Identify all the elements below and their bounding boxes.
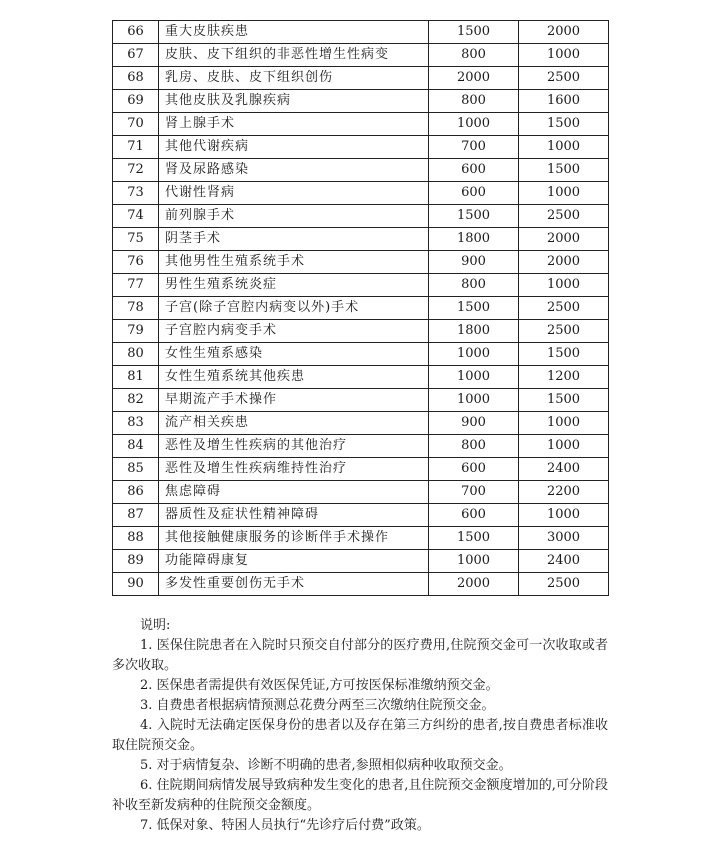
row-number: 66	[113, 21, 159, 44]
disease-name: 其他代谢疾病	[159, 136, 429, 159]
fee-value-b: 1000	[519, 44, 609, 67]
table-row	[113, 90, 609, 113]
table-row	[113, 458, 609, 481]
fee-value-b: 2500	[519, 205, 609, 228]
table-row	[113, 343, 609, 366]
notes-section	[112, 616, 608, 836]
notes-heading: 说明:	[140, 618, 171, 633]
row-number: 67	[113, 44, 159, 67]
row-number: 68	[113, 67, 159, 90]
table-row	[113, 504, 609, 527]
disease-name: 恶性及增生性疾病维持性治疗	[159, 458, 429, 481]
row-number: 87	[113, 504, 159, 527]
table-row	[113, 435, 609, 458]
fee-value-a: 1000	[429, 113, 519, 136]
fee-value-a: 1500	[429, 527, 519, 550]
disease-name: 子宫腔内病变手术	[159, 320, 429, 343]
fee-table-container	[112, 20, 608, 596]
fee-value-a: 1800	[429, 320, 519, 343]
disease-name: 其他男性生殖系统手术	[159, 251, 429, 274]
fee-value-b: 1000	[519, 274, 609, 297]
table-row	[113, 550, 609, 573]
disease-name: 其他接触健康服务的诊断伴手术操作	[159, 527, 429, 550]
fee-value-b: 1000	[519, 504, 609, 527]
fee-value-b: 2500	[519, 297, 609, 320]
note-item: 3. 自费患者根据病情预测总花费分两至三次缴纳住院预交金。	[140, 698, 495, 713]
row-number: 75	[113, 228, 159, 251]
fee-value-a: 1500	[429, 205, 519, 228]
disease-name: 流产相关疾患	[159, 412, 429, 435]
disease-name: 恶性及增生性疾病的其他治疗	[159, 435, 429, 458]
fee-value-a: 800	[429, 44, 519, 67]
disease-name: 前列腺手术	[159, 205, 429, 228]
table-row	[113, 481, 609, 504]
fee-value-a: 1000	[429, 550, 519, 573]
note-item: 4. 入院时无法确定医保身份的患者以及存在第三方纠纷的患者,按自费患者标准收取住院预交金。	[112, 718, 608, 753]
note-item: 6. 住院期间病情发展导致病种发生变化的患者,且住院预交金额度增加的,可分阶段补收至新发病种的住院预交金额度。	[112, 778, 608, 813]
row-number: 71	[113, 136, 159, 159]
fee-value-a: 1800	[429, 228, 519, 251]
note-item: 7. 低保对象、特困人员执行“先诊疗后付费”政策。	[140, 818, 430, 833]
note-item: 5. 对于病情复杂、诊断不明确的患者,参照相似病种收取预交金。	[140, 758, 512, 773]
row-number: 69	[113, 90, 159, 113]
table-row	[113, 251, 609, 274]
disease-name: 阴茎手术	[159, 228, 429, 251]
fee-value-a: 600	[429, 504, 519, 527]
fee-value-b: 1500	[519, 113, 609, 136]
fee-value-a: 1500	[429, 21, 519, 44]
fee-value-b: 3000	[519, 527, 609, 550]
disease-name: 子宫(除子宫腔内病变以外)手术	[159, 297, 429, 320]
table-row	[113, 113, 609, 136]
row-number: 83	[113, 412, 159, 435]
fee-value-a: 1000	[429, 389, 519, 412]
disease-name: 女性生殖系感染	[159, 343, 429, 366]
fee-value-b: 2500	[519, 320, 609, 343]
fee-value-b: 1600	[519, 90, 609, 113]
fee-value-b: 1500	[519, 343, 609, 366]
fee-value-a: 2000	[429, 573, 519, 596]
fee-value-b: 2400	[519, 458, 609, 481]
fee-value-b: 2500	[519, 573, 609, 596]
row-number: 77	[113, 274, 159, 297]
disease-name: 肾及尿路感染	[159, 159, 429, 182]
fee-value-b: 2000	[519, 251, 609, 274]
fee-value-b: 1200	[519, 366, 609, 389]
row-number: 78	[113, 297, 159, 320]
disease-name: 肾上腺手术	[159, 113, 429, 136]
disease-name: 男性生殖系统炎症	[159, 274, 429, 297]
row-number: 74	[113, 205, 159, 228]
disease-name: 其他皮肤及乳腺疾病	[159, 90, 429, 113]
table-row	[113, 136, 609, 159]
row-number: 72	[113, 159, 159, 182]
notes-list	[112, 636, 608, 836]
fee-table-body	[113, 21, 609, 596]
table-row	[113, 228, 609, 251]
row-number: 82	[113, 389, 159, 412]
disease-name: 皮肤、皮下组织的非恶性增生性病变	[159, 44, 429, 67]
row-number: 81	[113, 366, 159, 389]
fee-value-a: 2000	[429, 67, 519, 90]
table-row	[113, 527, 609, 550]
table-row	[113, 389, 609, 412]
fee-value-b: 1000	[519, 182, 609, 205]
row-number: 85	[113, 458, 159, 481]
row-number: 89	[113, 550, 159, 573]
row-number: 86	[113, 481, 159, 504]
disease-name: 焦虑障碍	[159, 481, 429, 504]
fee-value-a: 1000	[429, 366, 519, 389]
fee-value-a: 600	[429, 159, 519, 182]
table-row	[113, 159, 609, 182]
row-number: 73	[113, 182, 159, 205]
table-row	[113, 366, 609, 389]
table-row	[113, 67, 609, 90]
fee-value-a: 900	[429, 412, 519, 435]
table-row	[113, 320, 609, 343]
table-row	[113, 182, 609, 205]
fee-value-b: 1500	[519, 389, 609, 412]
row-number: 88	[113, 527, 159, 550]
disease-name: 早期流产手术操作	[159, 389, 429, 412]
fee-value-a: 700	[429, 136, 519, 159]
row-number: 84	[113, 435, 159, 458]
fee-value-b: 2500	[519, 67, 609, 90]
table-row	[113, 412, 609, 435]
fee-value-b: 1500	[519, 159, 609, 182]
note-item: 1. 医保住院患者在入院时只预交自付部分的医疗费用,住院预交金可一次收取或者多次收取。	[112, 638, 608, 673]
fee-value-b: 1000	[519, 412, 609, 435]
row-number: 70	[113, 113, 159, 136]
fee-value-a: 600	[429, 182, 519, 205]
fee-value-a: 800	[429, 90, 519, 113]
row-number: 79	[113, 320, 159, 343]
disease-name: 重大皮肤疾患	[159, 21, 429, 44]
fee-value-a: 800	[429, 435, 519, 458]
disease-name: 器质性及症状性精神障碍	[159, 504, 429, 527]
note-item: 2. 医保患者需提供有效医保凭证,方可按医保标准缴纳预交金。	[140, 678, 499, 693]
fee-value-b: 2200	[519, 481, 609, 504]
fee-value-a: 600	[429, 458, 519, 481]
table-row	[113, 21, 609, 44]
fee-value-a: 700	[429, 481, 519, 504]
row-number: 90	[113, 573, 159, 596]
fee-value-a: 1500	[429, 297, 519, 320]
disease-name: 代谢性肾病	[159, 182, 429, 205]
fee-value-b: 2000	[519, 228, 609, 251]
table-row	[113, 205, 609, 228]
table-row	[113, 44, 609, 67]
fee-value-a: 800	[429, 274, 519, 297]
fee-table	[112, 20, 609, 596]
fee-value-b: 1000	[519, 435, 609, 458]
fee-value-a: 1000	[429, 343, 519, 366]
disease-name: 乳房、皮肤、皮下组织创伤	[159, 67, 429, 90]
disease-name: 多发性重要创伤无手术	[159, 573, 429, 596]
table-row	[113, 573, 609, 596]
fee-value-a: 900	[429, 251, 519, 274]
table-row	[113, 297, 609, 320]
fee-value-b: 2000	[519, 21, 609, 44]
row-number: 80	[113, 343, 159, 366]
table-row	[113, 274, 609, 297]
disease-name: 女性生殖系统其他疾患	[159, 366, 429, 389]
row-number: 76	[113, 251, 159, 274]
disease-name: 功能障碍康复	[159, 550, 429, 573]
fee-value-b: 1000	[519, 136, 609, 159]
fee-value-b: 2400	[519, 550, 609, 573]
